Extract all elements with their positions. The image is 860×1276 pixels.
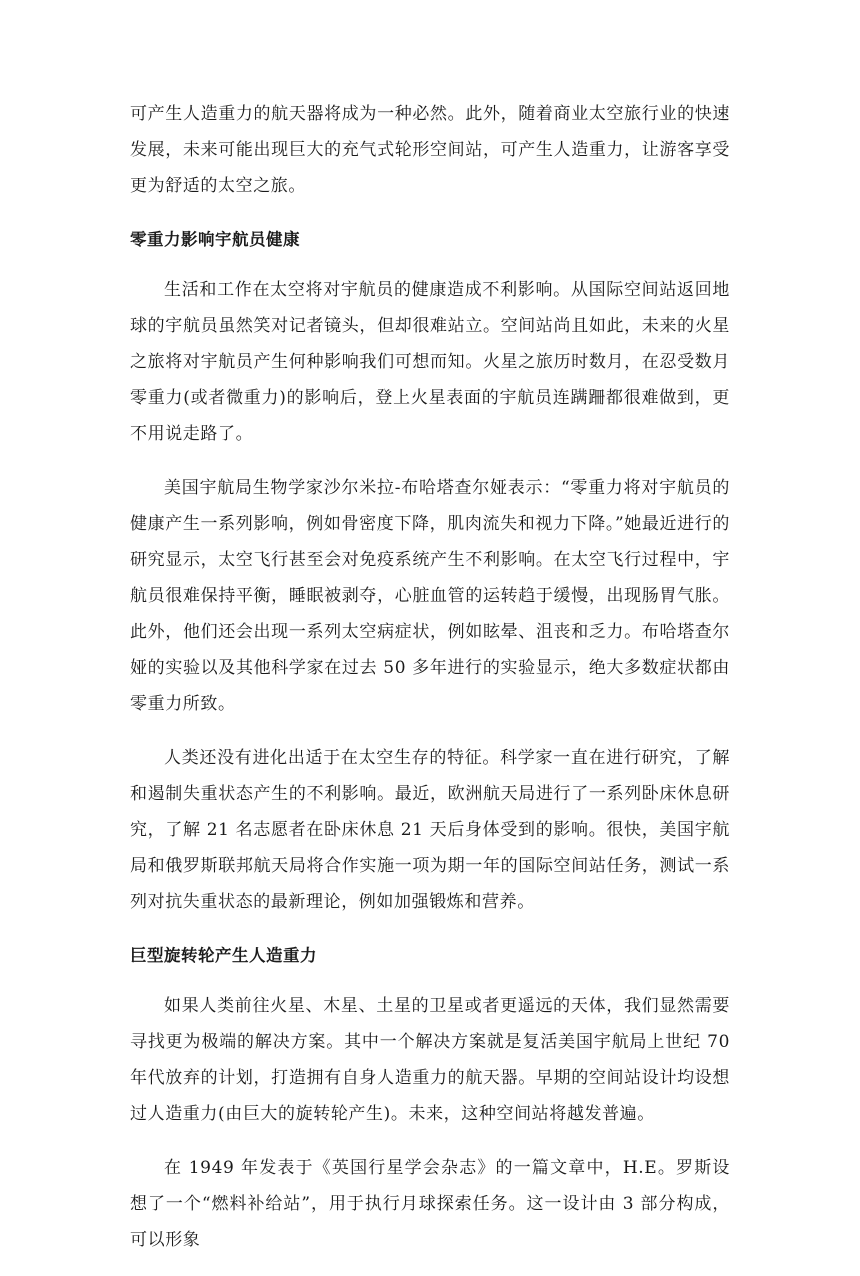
paragraph: 人类还没有进化出适于在太空生存的特征。科学家一直在进行研究，了解和遏制失重状态产生的不利影响。最近，欧洲航天局进行了一系列卧床休息研究，了解 21 名志愿者在卧床休息 21 天后身体受到的影响。很快，美国宇航局和俄罗斯联邦航天局将合作实施一项为期一年的国际空间站任务，测试一系列对抗失重状态的最新理论，例如加强锻炼和营养。	[130, 748, 730, 912]
paragraph: 生活和工作在太空将对宇航员的健康造成不利影响。从国际空间站返回地球的宇航员虽然笑对记者镜头，但却很难站立。空间站尚且如此，未来的火星之旅将对宇航员产生何种影响我们可想而知。火星之旅历时数月，在忍受数月零重力(或者微重力)的影响后，登上火星表面的宇航员连蹒跚都很难做到，更不用说走路了。	[130, 280, 730, 444]
paragraph: 在 1949 年发表于《英国行星学会杂志》的一篇文章中，H.E。罗斯设想了一个“燃料补给站”，用于执行月球探索任务。这一设计由 3 部分构成，可以形象	[130, 1158, 730, 1250]
section-heading-rotating-wheel: 巨型旋转轮产生人造重力	[130, 946, 317, 965]
section-heading-zero-gravity-health: 零重力影响宇航员健康	[130, 230, 300, 249]
document-page	[130, 96, 730, 1276]
paragraph: 如果人类前往火星、木星、土星的卫星或者更遥远的天体，我们显然需要寻找更为极端的解决方案。其中一个解决方案就是复活美国宇航局上世纪 70 年代放弃的计划，打造拥有自身人造重力的航天器。早期的空间站设计均设想过人造重力(由巨大的旋转轮产生)。未来，这种空间站将越发普遍。	[130, 996, 730, 1124]
paragraph: 美国宇航局生物学家沙尔米拉-布哈塔查尔娅表示：“零重力将对宇航员的健康产生一系列影响，例如骨密度下降，肌肉流失和视力下降。”她最近进行的研究显示，太空飞行甚至会对免疫系统产生不利影响。在太空飞行过程中，宇航员很难保持平衡，睡眠被剥夺，心脏血管的运转趋于缓慢，出现肠胃气胀。此外，他们还会出现一系列太空病症状，例如眩晕、沮丧和乏力。布哈塔查尔娅的实验以及其他科学家在过去 50 多年进行的实验显示，绝大多数症状都由零重力所致。	[130, 478, 730, 714]
paragraph-continuation: 可产生人造重力的航天器将成为一种必然。此外，随着商业太空旅行业的快速发展，未来可能出现巨大的充气式轮形空间站，可产生人造重力，让游客享受更为舒适的太空之旅。	[130, 104, 730, 196]
